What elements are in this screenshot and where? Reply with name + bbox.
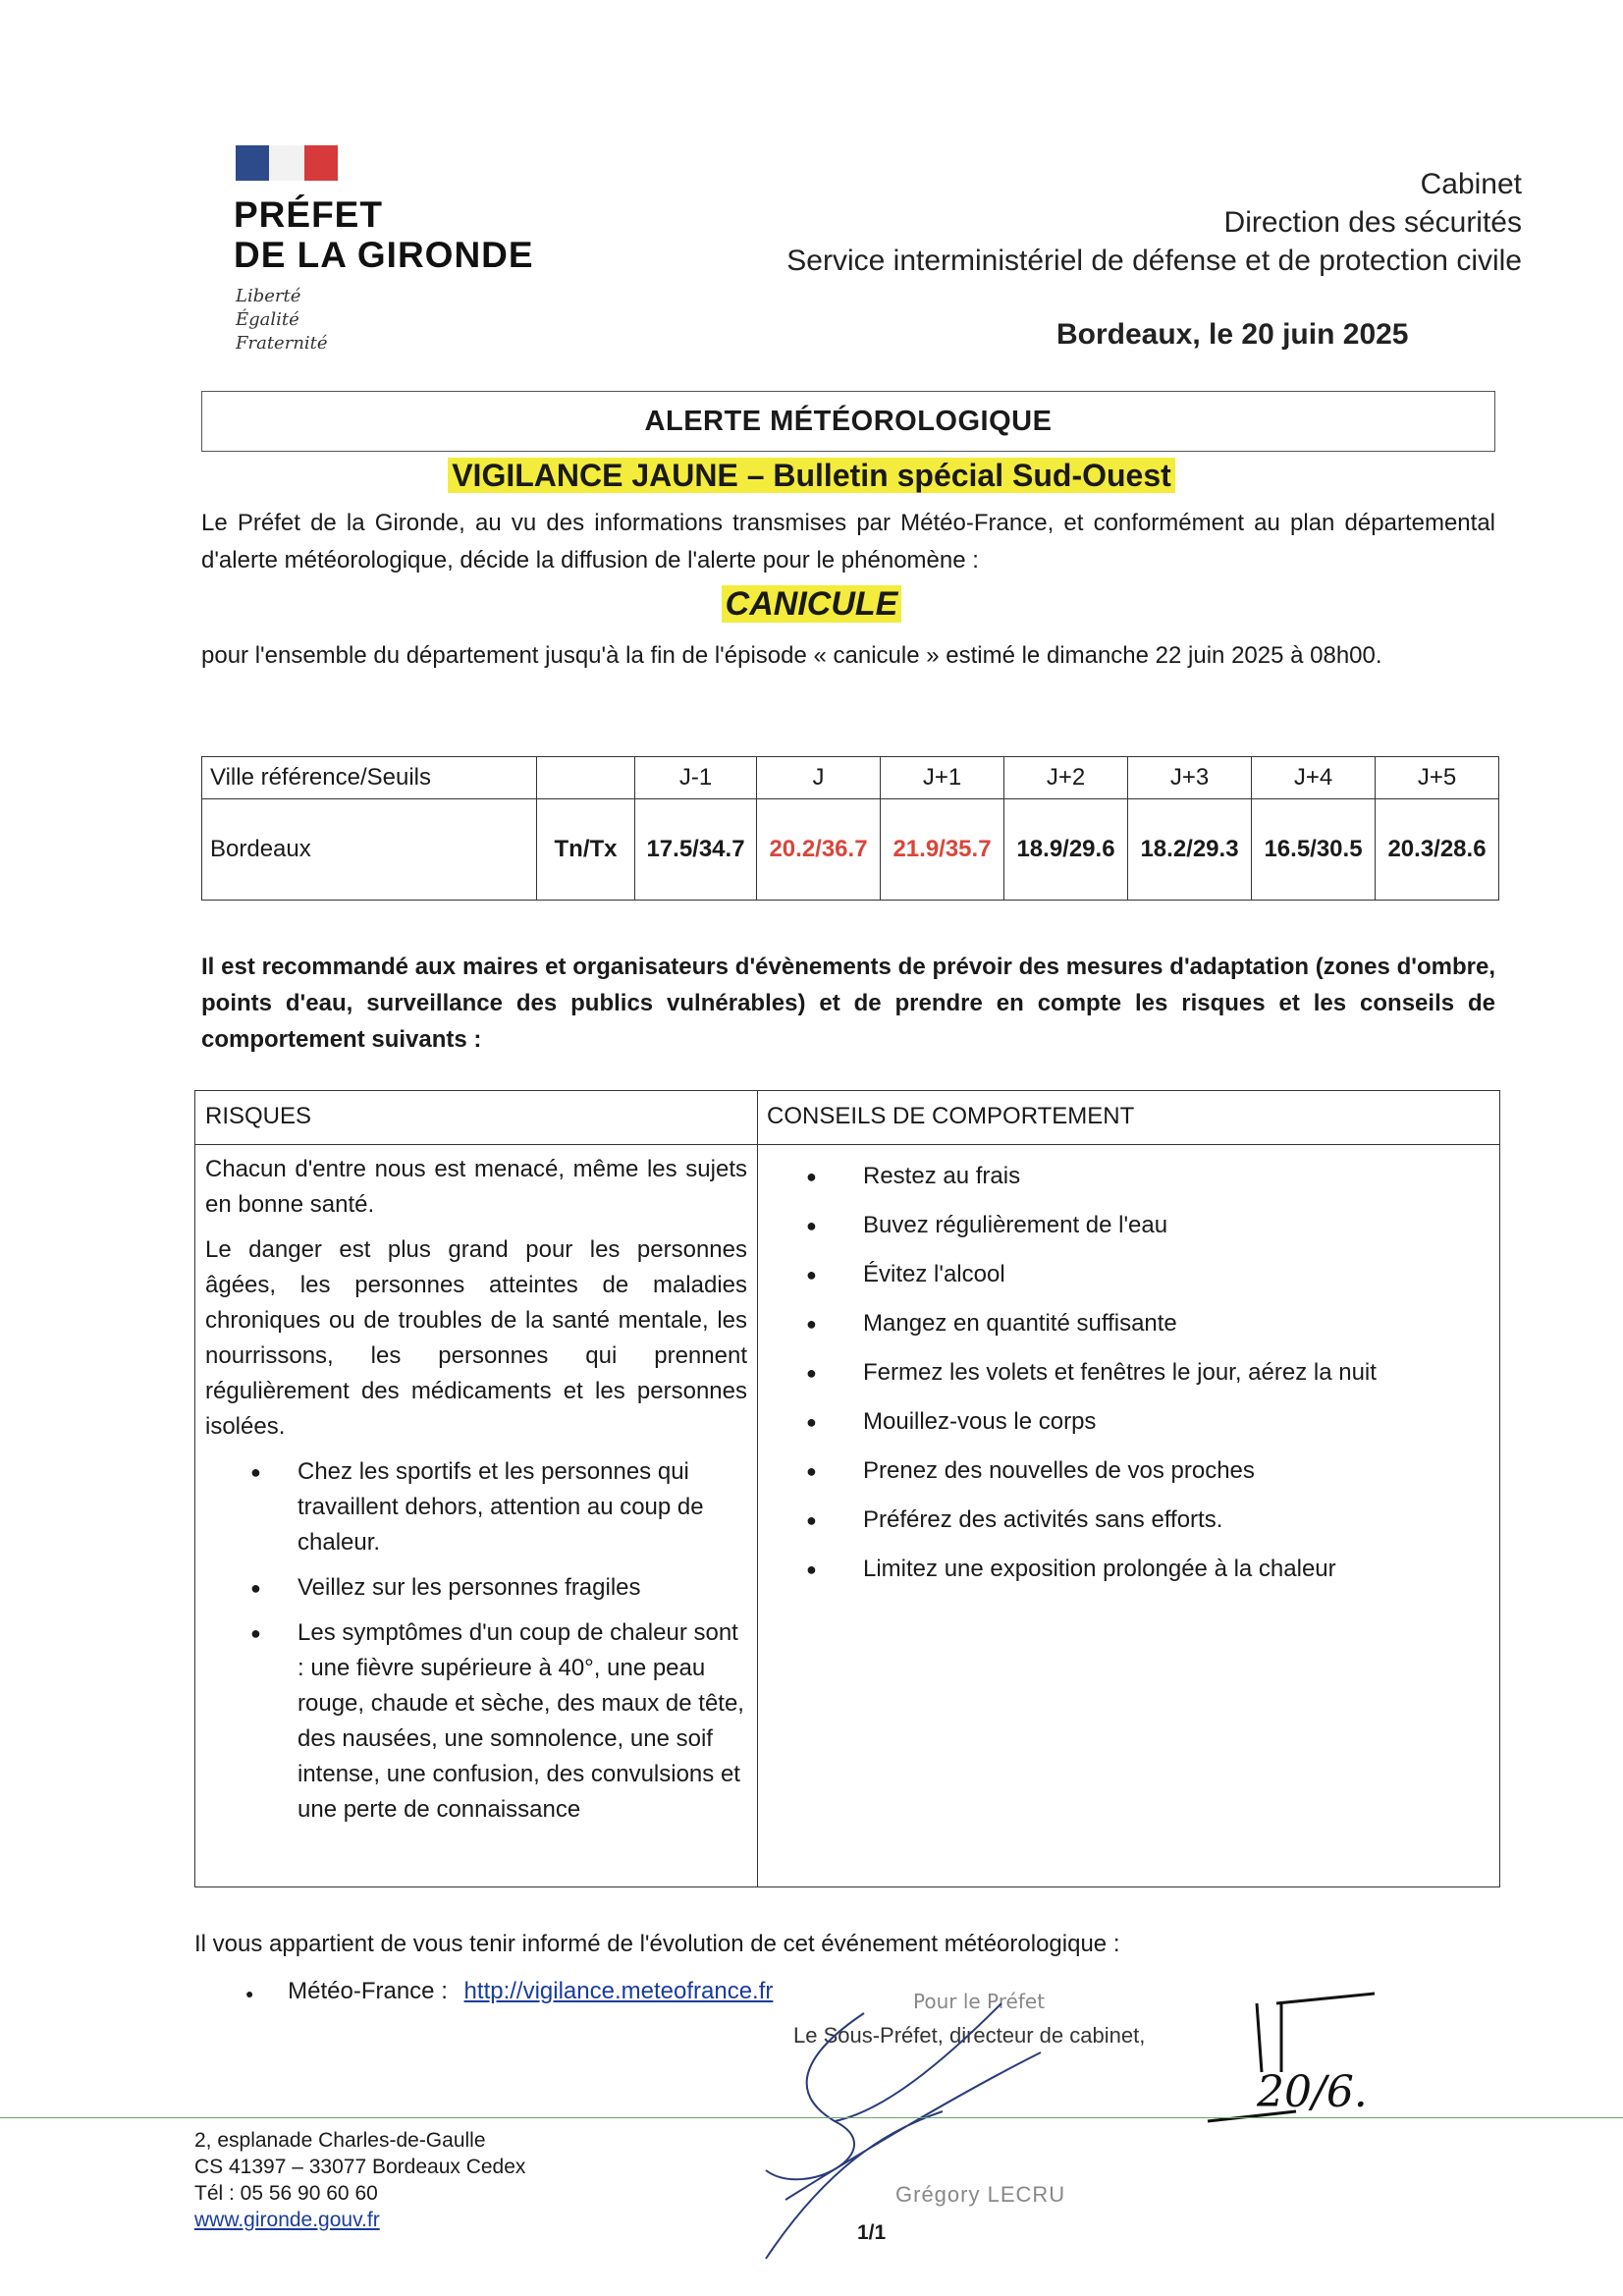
website-link[interactable]: www.gironde.gouv.fr [194,2209,380,2231]
risks-column [205,1152,747,1837]
bullet-icon: ● [806,1412,817,1432]
table-value: 16.5/30.5 [1252,799,1376,901]
bullet-icon: ● [806,1510,817,1530]
list-item: ● Veillez sur les personnes fragiles [298,1570,747,1606]
bullet-icon: ● [806,1363,817,1383]
intro-paragraph: Le Préfet de la Gironde, au vu des informations transmises par Météo-France, et conformément au plan départemental d'alerte météorologique, décide la diffusion de l'alerte pour le phénomène : [201,510,1495,574]
handwritten-date: 20/6. [1257,2067,1368,2117]
list-item: ● Les symptômes d'un coup de chaleur sont : une fièvre supérieure à 40°, une peau rouge, chaude et sèche, des maux de tête, des nausées, une somnolence, une soif intense, une confusion, des convulsions et une perte de connaissance [298,1615,747,1828]
temperature-table [201,756,1499,901]
date-line: Bordeaux, le 20 juin 2025 [1056,318,1409,351]
scope-paragraph: pour l'ensemble du département jusqu'à la fin de l'épisode « canicule » estimé le dimanche 22 juin 2025 à 08h00. [201,642,1382,669]
table-header-metric-empty [537,757,635,799]
vigilance-heading [0,458,1623,494]
table-header-day: J+1 [881,757,1004,799]
prefet-title-line-2: DE LA GIRONDE [234,235,534,275]
list-item: ● Chez les sportifs et les personnes qui travaillent dehors, attention au coup de chaleur. [298,1454,747,1560]
phenomenon-heading [0,585,1623,624]
recommendation-paragraph: Il est recommandé aux maires et organisateurs d'évènements de prévoir des mesures d'adaptation (zones d'ombre, points d'eau, surveillance des publics vulnérables) et de prendre en compte les risques et les conseils de comportement suivants : [201,954,1495,1053]
meteo-france-line [245,1978,773,2005]
phenomenon-text: CANICULE [722,585,902,623]
list-item: ● Prenez des nouvelles de vos proches [863,1447,1482,1496]
advice-column [775,1152,1482,1594]
bullet-icon: ● [250,1578,261,1598]
table-header-day: J+2 [1004,757,1128,799]
advice-header: CONSEILS DE COMPORTEMENT [767,1103,1135,1129]
address-block [194,2127,525,2233]
table-header-day: J+3 [1128,757,1252,799]
bullet-icon: ● [806,1559,817,1579]
risk-advice-table [194,1090,1500,1887]
marianne-logo-icon [236,145,338,181]
motto-fraternite: Fraternité [236,333,328,354]
bullet-icon: ● [806,1216,817,1235]
info-paragraph: Il vous appartient de vous tenir informé de l'évolution de cet événement météorologique : [194,1931,1120,1957]
bullet-icon: ● [250,1462,261,1482]
address-line: 2, esplanade Charles-de-Gaulle [194,2129,486,2152]
table-header-day: J+4 [1252,757,1376,799]
table-value: 17.5/34.7 [635,799,757,901]
bullet-icon: ● [806,1265,817,1285]
list-item: ● Buvez régulièrement de l'eau [863,1201,1482,1250]
table-value: 18.9/29.6 [1004,799,1128,901]
service-interministeriel: Service interministériel de défense et de protection civile [786,245,1522,277]
advice-list [775,1152,1482,1594]
signature-pour-text: Pour le Préfet [913,1990,1046,2013]
bullet-icon: ● [245,1986,254,2001]
alert-title: ALERTE MÉTÉOROLOGIQUE [644,405,1053,437]
table-metric: Tn/Tx [537,799,635,901]
risk-bullet-list [205,1454,747,1828]
motto-liberte: Liberté [236,286,301,306]
meteo-france-link[interactable]: http://vigilance.meteofrance.fr [463,1978,774,2004]
list-item: ● Préférez des activités sans efforts. [863,1496,1482,1545]
table-header-day: J+5 [1376,757,1499,799]
list-item: ● Restez au frais [863,1152,1482,1201]
prefet-title-line-1: PRÉFET [234,194,383,235]
risk-paragraph: Le danger est plus grand pour les personnes âgées, les personnes atteintes de maladies chroniques ou de troubles de la santé mentale, les nourrissons, les personnes qui prennent régulièrement des médicaments et les personnes isolées. [205,1236,747,1440]
bullet-icon: ● [806,1167,817,1186]
table-value-alert: 20.2/36.7 [757,799,881,901]
vigilance-text: VIGILANCE JAUNE – Bulletin spécial Sud-Ouest [448,458,1175,493]
table-city: Bordeaux [202,799,537,901]
service-direction: Direction des sécurités [1223,206,1522,239]
address-line: CS 41397 – 33077 Bordeaux Cedex [194,2156,526,2178]
handwritten-signature [746,1974,1434,2269]
bullet-icon: ● [806,1461,817,1481]
table-value-alert: 21.9/35.7 [881,799,1004,901]
list-item: ● Fermez les volets et fenêtres le jour, aérez la nuit [863,1348,1482,1397]
signatory-name: Grégory LECRU [895,2182,1066,2207]
list-item: ● Mouillez-vous le corps [863,1397,1482,1447]
alert-title-box [201,391,1495,452]
signature-title: Le Sous-Préfet, directeur de cabinet, [793,2023,1146,2048]
page-number: 1/1 [857,2221,887,2244]
republic-motto [236,285,328,355]
risk-paragraph: Chacun d'entre nous est menacé, même les sujets en bonne santé. [205,1156,747,1218]
bullet-icon: ● [806,1314,817,1334]
table-header-city: Ville référence/Seuils [202,757,537,799]
risks-header: RISQUES [205,1103,312,1129]
prefet-title [234,194,534,275]
service-cabinet: Cabinet [1420,168,1522,200]
meteo-label: Météo-France : [288,1978,448,2004]
footer-divider [0,2117,1623,2118]
list-item: ● Mangez en quantité suffisante [863,1299,1482,1348]
service-block [786,165,1522,280]
table-header-day: J-1 [635,757,757,799]
table-header-day: J [757,757,881,799]
motto-egalite: Égalité [236,309,299,330]
table-value: 18.2/29.3 [1128,799,1252,901]
bullet-icon: ● [250,1623,261,1643]
list-item: ● Limitez une exposition prolongée à la chaleur [863,1545,1482,1594]
address-phone: Tél : 05 56 90 60 60 [194,2182,378,2205]
list-item: ● Évitez l'alcool [863,1250,1482,1299]
table-value: 20.3/28.6 [1376,799,1499,901]
